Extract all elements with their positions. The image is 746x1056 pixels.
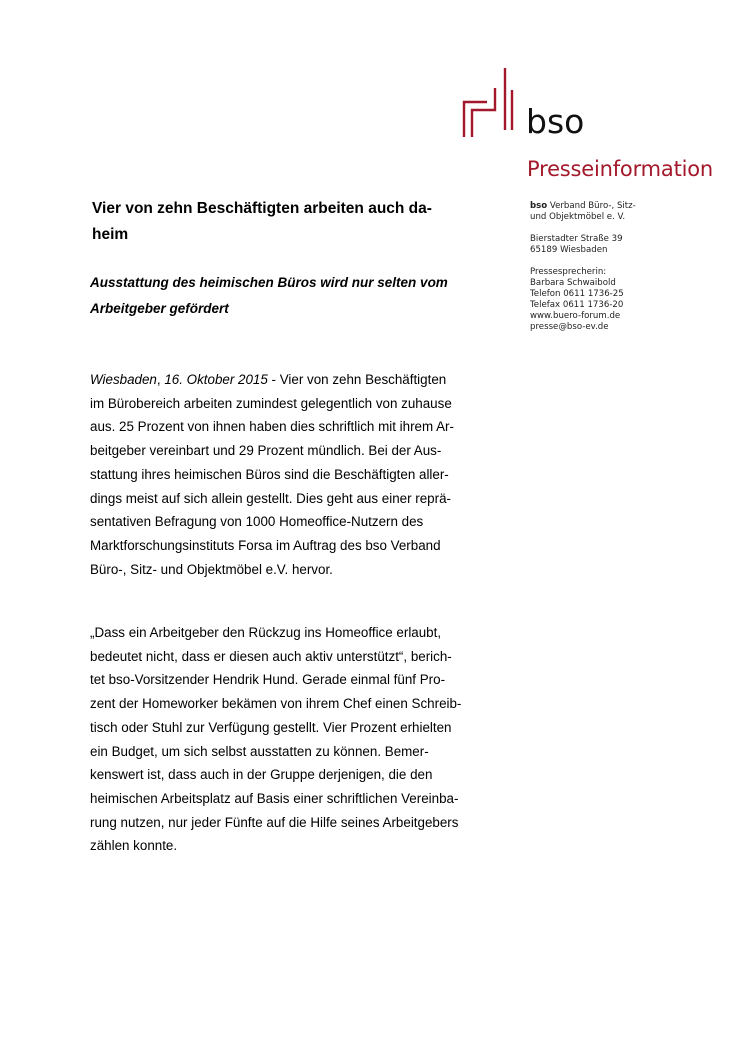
contact-email-link[interactable]: presse@bso-ev.de	[530, 322, 609, 332]
dateline-date: 16. Oktober 2015	[164, 372, 268, 387]
subtitle-line: Ausstattung des heimischen Büros wird nur selten vom	[90, 275, 448, 290]
address-city: 65189 Wiesbaden	[530, 245, 608, 255]
contact-name: Barbara Schwaibold	[530, 278, 616, 288]
paragraph-line: Büro-, Sitz- und Objektmöbel e.V. hervor.	[90, 561, 333, 577]
contact-fax: Telefax 0611 1736-20	[530, 300, 624, 310]
paragraph-line: kenswert ist, dass auch in der Gruppe derjenigen, die den	[90, 767, 433, 783]
paragraph-line: tet bso-Vorsitzender Hendrik Hund. Gerade einmal fünf Pro-	[90, 672, 446, 688]
paragraph-line: aus. 25 Prozent von ihnen haben dies schriftlich mit ihrem Ar-	[90, 419, 454, 435]
org-address	[530, 234, 720, 256]
article-subtitle	[90, 270, 500, 322]
paragraph-line	[90, 368, 510, 392]
address-street: Bierstadter Straße 39	[530, 234, 623, 244]
subtitle-line: Arbeitgeber gefördert	[90, 301, 229, 316]
paragraph-line: bedeutet nicht, dass er diesen auch aktiv unterstützt“, berich-	[90, 648, 452, 664]
org-name-bold: bso	[530, 201, 548, 211]
paragraph-line: rung nutzen, nur jeder Fünfte auf die Hilfe seines Arbeitgebers	[90, 814, 459, 830]
paragraph-line: tisch oder Stuhl zur Verfügung gestellt. Vier Prozent erhielten	[90, 719, 452, 735]
dateline-place: Wiesbaden	[90, 372, 157, 387]
paragraph-line: stattung ihres heimischen Büros sind die Beschäftigten aller-	[90, 466, 449, 482]
press-info-heading: Presseinformation	[527, 157, 713, 181]
org-name	[530, 201, 720, 223]
paragraph-line: zählen konnte.	[90, 838, 178, 854]
paragraph-line: zent der Homeworker bekämen von ihrem Chef einen Schreib-	[90, 696, 462, 712]
title-line: heim	[92, 226, 129, 243]
paragraph-line: heimischen Arbeitsplatz auf Basis einer schriftlichen Vereinba-	[90, 790, 459, 806]
title-line: Vier von zehn Beschäftigten arbeiten auch da-	[92, 200, 432, 217]
org-name-line2: und Objektmöbel e. V.	[530, 212, 626, 222]
contact-sidebar	[530, 201, 720, 344]
paragraph-line: dings meist auf sich allein gestellt. Dies geht aus einer reprä-	[90, 490, 451, 506]
article-paragraph-1	[90, 368, 510, 581]
contact-label: Pressesprecherin:	[530, 267, 607, 277]
contact-web-link[interactable]: www.buero-forum.de	[530, 311, 621, 321]
logo-wordmark: bso	[526, 102, 585, 141]
paragraph-line: sentativen Befragung von 1000 Homeoffice-Nutzern des	[90, 514, 424, 530]
paragraph-line: im Bürobereich arbeiten zumindest gelegentlich von zuhause	[90, 395, 452, 411]
contact-phone: Telefon 0611 1736-25	[530, 289, 624, 299]
paragraph-line-rest: - Vier von zehn Beschäftigten	[267, 372, 447, 387]
dateline-separator: ,	[156, 372, 165, 387]
org-name-rest: Verband Büro-, Sitz-	[547, 201, 636, 211]
paragraph-line: „Dass ein Arbeitgeber den Rückzug ins Homeoffice erlaubt,	[90, 625, 442, 640]
paragraph-line: beitgeber vereinbart und 29 Prozent mündlich. Bei der Aus-	[90, 443, 442, 459]
paragraph-line: ein Budget, um sich selbst ausstatten zu können. Bemer-	[90, 743, 429, 759]
press-contact	[530, 267, 720, 333]
bso-logo-icon	[461, 66, 531, 138]
article-paragraph-2	[90, 621, 510, 858]
article-title	[92, 196, 492, 248]
paragraph-line: Marktforschungsinstituts Forsa im Auftrag des bso Verband	[90, 537, 441, 553]
